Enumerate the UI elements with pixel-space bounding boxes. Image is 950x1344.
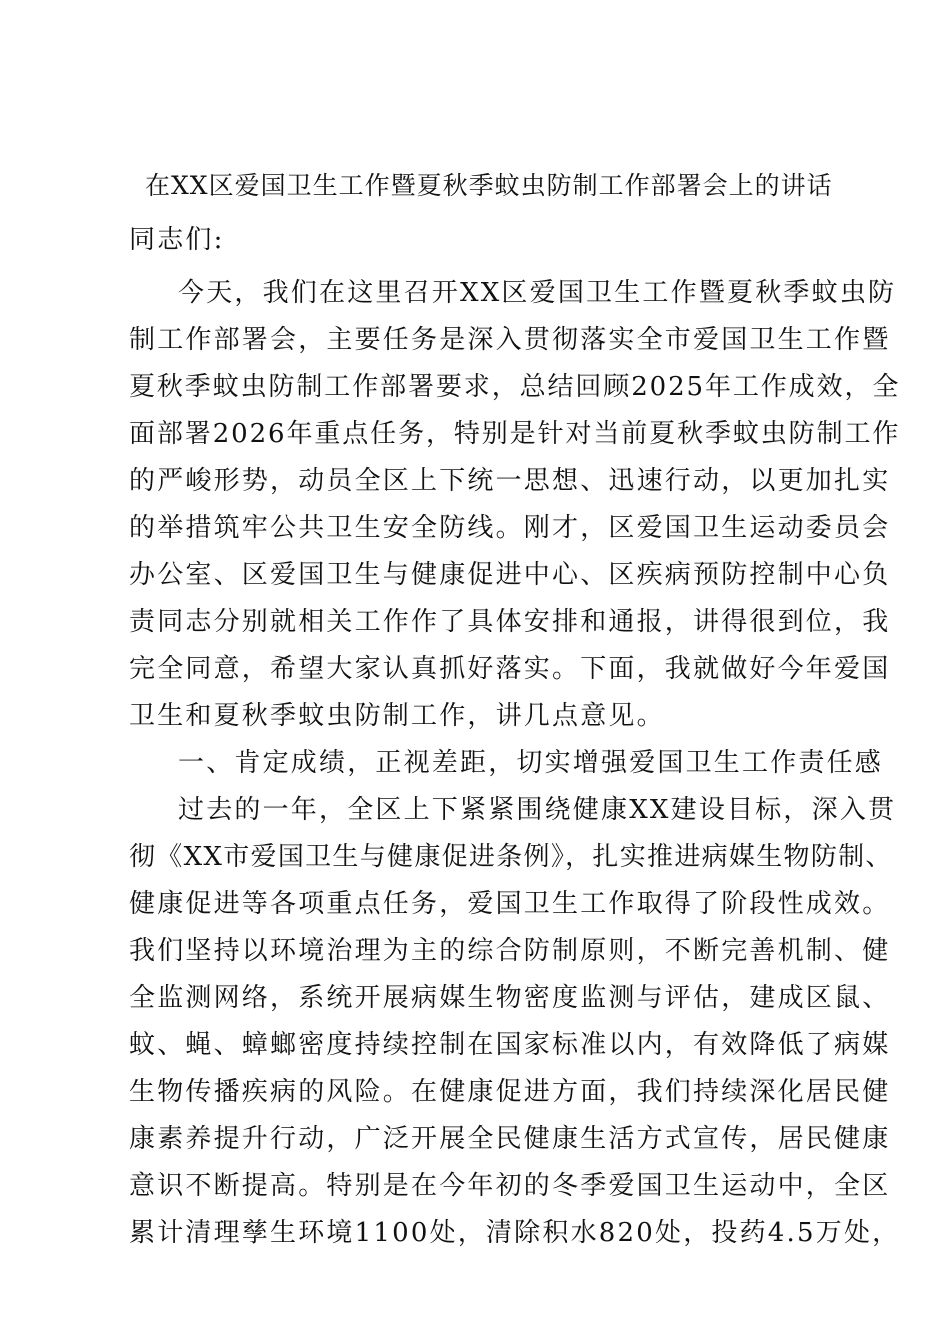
section-heading: 一、肯定成绩，正视差距，切实增强爱国卫生工作责任感 [178,748,884,778]
paragraph-line: 面部署2026年重点任务，特别是针对当前夏秋季蚊虫防制工作 [129,419,901,449]
paragraph-line: 健康促进等各项重点任务，爱国卫生工作取得了阶段性成效。 [129,889,891,919]
paragraph-line: 全监测网络，系统开展病媒生物密度监测与评估，建成区鼠、 [129,983,891,1013]
paragraph-line: 康素养提升行动，广泛开展全民健康生活方式宣传，居民健康 [129,1124,891,1154]
paragraph-line: 蚊、蝇、蟑螂密度持续控制在国家标准以内，有效降低了病媒 [129,1030,891,1060]
paragraph-line: 制工作部署会，主要任务是深入贯彻落实全市爱国卫生工作暨 [129,325,891,355]
paragraph-line: 彻《XX市爱国卫生与健康促进条例》，扎实推进病媒生物防制、 [129,842,893,872]
paragraph-line: 夏秋季蚊虫防制工作部署要求，总结回顾2025年工作成效，全 [129,372,901,402]
document-title: 在XX区爱国卫生工作暨夏秋季蚊虫防制工作部署会上的讲话 [145,171,833,200]
paragraph-line: 累计清理孳生环境1100处，清除积水820处，投药4.5万处， [129,1218,901,1248]
paragraph-line: 过去的一年，全区上下紧紧围绕健康XX建设目标，深入贯 [178,795,897,825]
paragraph-line: 我们坚持以环境治理为主的综合防制原则，不断完善机制、健 [129,936,891,966]
paragraph-line: 责同志分别就相关工作作了具体安排和通报，讲得很到位，我 [129,607,891,637]
paragraph-line: 意识不断提高。特别是在今年初的冬季爱国卫生运动中，全区 [129,1171,891,1201]
salutation: 同志们: [129,225,225,255]
paragraph-line: 的举措筑牢公共卫生安全防线。刚才，区爱国卫生运动委员会 [129,513,891,543]
paragraph-line: 今天，我们在这里召开XX区爱国卫生工作暨夏秋季蚊虫防 [178,278,897,308]
paragraph-line: 卫生和夏秋季蚊虫防制工作，讲几点意见。 [129,701,665,731]
paragraph-line: 的严峻形势，动员全区上下统一思想、迅速行动，以更加扎实 [129,466,891,496]
paragraph-line: 办公室、区爱国卫生与健康促进中心、区疾病预防控制中心负 [129,560,891,590]
paragraph-line: 完全同意，希望大家认真抓好落实。下面，我就做好今年爱国 [129,654,891,684]
paragraph-line: 生物传播疾病的风险。在健康促进方面，我们持续深化居民健 [129,1077,891,1107]
